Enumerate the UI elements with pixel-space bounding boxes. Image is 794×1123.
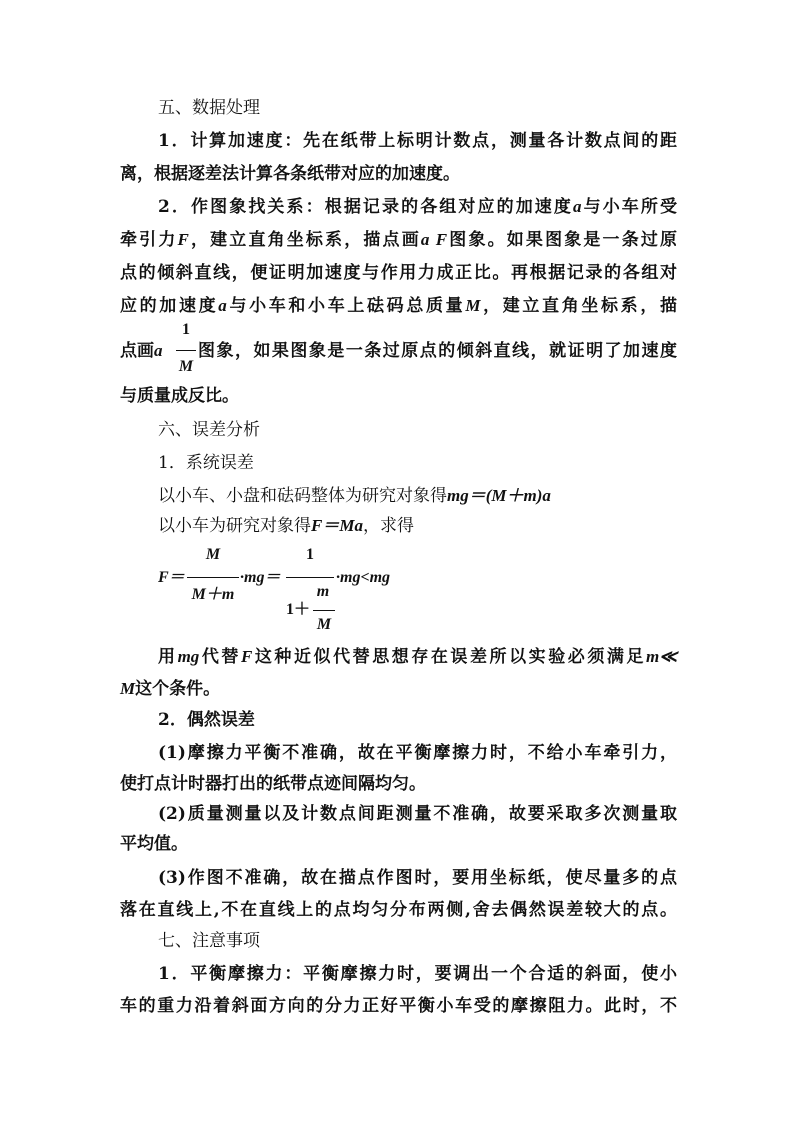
formula-frac2-num: 1 (306, 546, 314, 563)
section-6-sub1 (158, 451, 254, 475)
var-F: F (177, 230, 189, 249)
s5-item2-line2-pre: 牵引力 (120, 230, 178, 250)
s6-eq2-pre: 以小车为研究对象得 (158, 516, 311, 536)
frac1-numerator: 1 (182, 321, 190, 338)
frac1-denominator: M (178, 358, 194, 375)
s7-item1-line2 (120, 994, 677, 1018)
formula-frac2-inner-den: M (316, 616, 332, 633)
s5-item2-line3 (120, 261, 677, 285)
section-7-title (158, 929, 260, 953)
s7-item1-line1 (158, 962, 677, 986)
formula-frac2-bar (286, 577, 334, 578)
s6-item1-line1-text: (1)摩擦力平衡不准确，故在平衡摩擦力时，不给小车牵引力， (158, 743, 677, 763)
section-7-title-text: 七、注意事项 (158, 931, 260, 951)
var-a: a (154, 341, 163, 360)
s6-p1-line2 (120, 677, 220, 701)
var-M: M (120, 679, 136, 698)
s5-item2-line3-text: 点的倾斜直线，便证明加速度与作用力成正比。再根据记录的各组对 (120, 263, 677, 283)
s5-item2-line5-post (198, 339, 677, 363)
s6-item1-line2 (120, 772, 426, 796)
var-aF: a F (420, 230, 448, 249)
s5-item2-line1-post: 与小车所受 (581, 197, 678, 217)
frac1-bar (176, 350, 196, 351)
var-m-ll: m≪ (645, 647, 678, 666)
s5-item2-line4-post: ，建立直角坐标系，描 (480, 296, 677, 316)
s6-eq1-line (158, 484, 551, 508)
formula-frac1-bar (187, 577, 239, 578)
s5-item2-line2 (120, 228, 677, 252)
formula-F-eq: F＝ (158, 569, 185, 586)
s5-item1-line1 (158, 129, 677, 153)
s5-item1-line2-text: 离，根据逐差法计算各条纸带对应的加速度。 (120, 164, 460, 184)
s6-eq1-pre: 以小车、小盘和砝码整体为研究对象得 (158, 486, 447, 506)
s6-item3-line1 (158, 866, 677, 890)
s5-item2-line6 (120, 384, 239, 408)
s5-item2-line2-mid: ，建立直角坐标系，描点画 (188, 230, 421, 250)
s5-item2-line4-mid: 与小车和小车上砝码总质量 (226, 296, 466, 316)
var-a: a (573, 197, 582, 216)
s5-item2-line2-post: 图象。如果图象是一条过原 (447, 230, 678, 250)
formula-frac2-inner-pre: 1＋ (286, 601, 311, 618)
formula-frac1-den: M＋m (191, 586, 235, 603)
s6-eq2-post: ，求得 (362, 516, 414, 536)
s5-item1-line1-text: 1．计算加速度：先在纸带上标明计数点，测量各计数点间的距 (158, 131, 677, 151)
s5-item1-line2 (120, 162, 460, 186)
s6-p1-mid: 代替 (199, 647, 241, 667)
equation-F-Ma: F＝Ma (311, 516, 363, 535)
section-6-sub2 (158, 708, 255, 732)
formula-end: ·mg<mg (336, 569, 391, 586)
s5-item2-line5-pre: 点画 (120, 341, 154, 361)
equation-mg: mg＝(M＋m)a (447, 486, 551, 505)
var-F: F (240, 647, 253, 666)
s6-p1-line2-post: 这个条件。 (135, 679, 221, 699)
s6-item2-line1 (158, 802, 677, 826)
section-6-title-text: 六、误差分析 (158, 420, 260, 440)
section-6-title (158, 418, 260, 442)
s7-item1-line1-text: 1．平衡摩擦力：平衡摩擦力时，要调出一个合适的斜面，使小 (158, 964, 677, 984)
s6-item2-line2 (120, 832, 188, 856)
section-6-sub2-text: 2．偶然误差 (158, 710, 255, 730)
section-6-sub1-text: 1．系统误差 (158, 453, 254, 473)
s6-item3-line2-text: 落在直线上,不在直线上的点均匀分布两侧,舍去偶然误差较大的点。 (120, 900, 677, 920)
formula-mid: ·mg＝ (240, 569, 281, 586)
formula-frac2-inner-num: m (316, 583, 330, 600)
s6-item2-line1-text: (2)质量测量以及计数点间距测量不准确，故要采取多次测量取 (158, 804, 677, 824)
s6-eq2-line (158, 514, 414, 538)
formula-frac1-num: M (205, 546, 221, 563)
s6-p1-pre: 用 (158, 647, 178, 667)
s5-item2-line1-pre: 2．作图象找关系：根据记录的各组对应的加速度 (158, 197, 574, 217)
formula-frac2-inner-bar (313, 610, 335, 611)
s6-item2-line2-text: 平均值。 (120, 834, 188, 854)
s5-item2-line4-pre: 应的加速度 (120, 296, 219, 316)
s5-item2-line5 (120, 339, 163, 363)
var-a: a (218, 296, 227, 315)
s5-item2-line6-text: 与质量成反比。 (120, 386, 239, 406)
var-mg: mg (177, 647, 200, 666)
s5-item2-line5-post-text: 图象，如果图象是一条过原点的倾斜直线，就证明了加速度 (198, 341, 677, 361)
s5-item2-line4 (120, 294, 677, 318)
s5-item2-line1 (158, 195, 677, 219)
s7-item1-line2-text: 车的重力沿着斜面方向的分力正好平衡小车受的摩擦阻力。此时，不 (120, 996, 677, 1016)
s6-item3-line2 (120, 898, 677, 922)
s6-p1-post: 这种近似代替思想存在误差所以实验必须满足 (252, 647, 646, 667)
s6-item3-line1-text: (3)作图不准确，故在描点作图时，要用坐标纸，使尽量多的点 (158, 868, 677, 888)
s6-item1-line1 (158, 741, 677, 765)
section-5-title (158, 96, 260, 120)
section-5-title-text: 五、数据处理 (158, 98, 260, 118)
s6-p1-line1 (158, 645, 677, 669)
var-M: M (465, 296, 481, 315)
s6-item1-line2-text: 使打点计时器打出的纸带点迹间隔均匀。 (120, 774, 426, 794)
